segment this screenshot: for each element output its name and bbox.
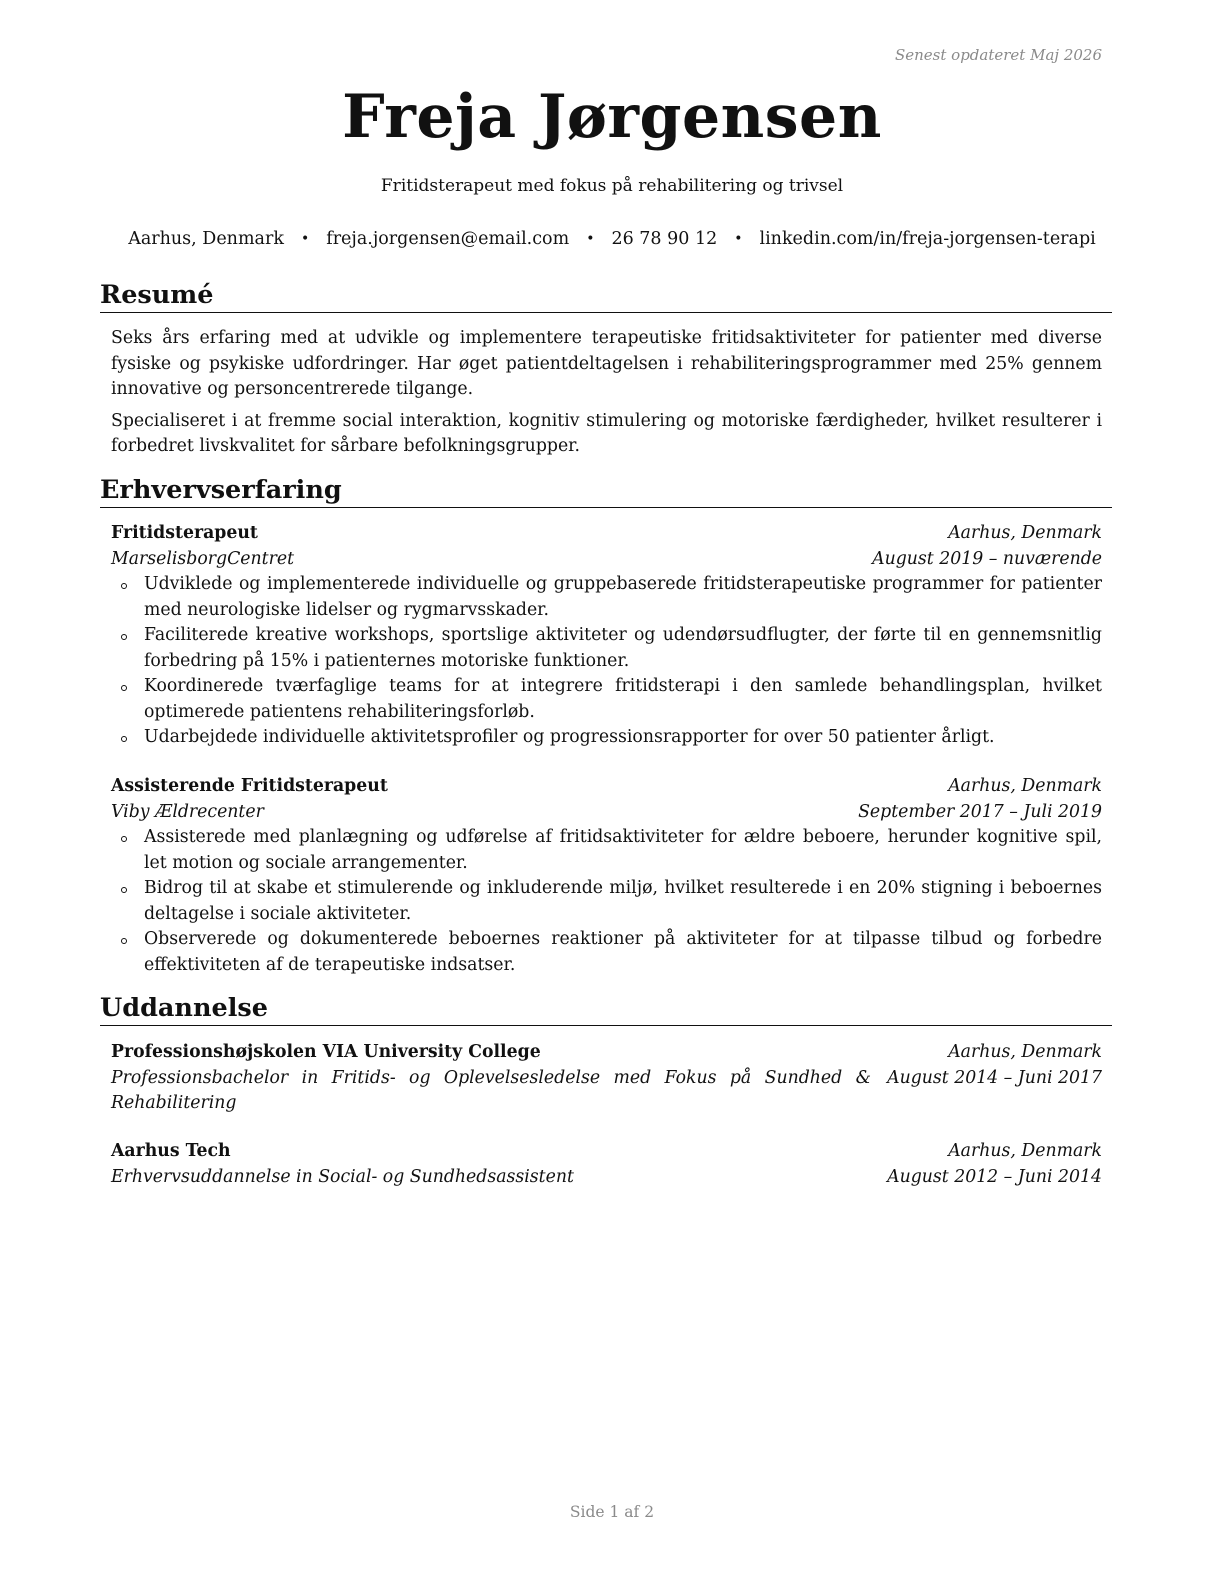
bullet-separator-icon: • (586, 231, 595, 247)
circle-bullet-icon (121, 583, 127, 589)
job-location: Aarhus, Denmark (948, 776, 1102, 796)
bullet-text: Udviklede og implementerede individuelle og gruppebaserede fritidsterapeutiske programmer for patienter med neurologiske lidelser og rygmarvsskader. (144, 574, 1102, 620)
bullet-text: Observerede og dokumenterede beboernes reaktioner på aktiviteter for at tilpasse tilbud og forbedre effektiviteten af de terapeutiske indsatser. (144, 929, 1102, 975)
bullet-text: Udarbejdede individuelle aktivitetsprofiler og progressionsrapporter for over 50 patienter årligt. (144, 727, 995, 747)
circle-bullet-icon (121, 836, 127, 842)
job-company: MarselisborgCentret (111, 548, 295, 569)
job-role: Fritidsterapeut (111, 523, 258, 543)
education-entry (111, 1139, 1102, 1190)
contact-email[interactable]: freja.jorgensen@email.com (326, 229, 570, 249)
bullet-text: Assisterede med planlægning og udførelse af fritidsaktiviteter for ældre beboere, herunder kognitive spil, let motion og sociale arrangementer. (144, 827, 1102, 873)
job-role: Assisterende Fritidsterapeut (111, 776, 388, 796)
list-item (111, 674, 1102, 725)
summary-paragraph: Seks års erfaring med at udvikle og implementere terapeutiske fritidsaktiviteter for patienter med diverse fysiske og psykiske udfordringer. Har øget patientdeltagelsen i rehabiliteringsprogrammer med 25% gennem innovative og personcentrerede tilgange. (111, 328, 1102, 399)
school-name: Aarhus Tech (111, 1141, 231, 1161)
list-item (111, 927, 1102, 978)
job-entry (111, 774, 1102, 978)
school-location: Aarhus, Denmark (948, 1141, 1102, 1161)
list-item (111, 725, 1102, 751)
job-entry (111, 521, 1102, 751)
job-dates: September 2017 – Juli 2019 (858, 801, 1102, 822)
circle-bullet-icon (121, 887, 127, 893)
list-item (111, 876, 1102, 927)
tagline: Fritidsterapeut med fokus på rehabilitering og trivsel (380, 176, 844, 196)
job-location: Aarhus, Denmark (948, 523, 1102, 543)
bullet-text: Koordinerede tværfaglige teams for at integrere fritidsterapi i den samlede behandlingsplan, hvilket optimerede patientens rehabiliteringsforløb. (144, 676, 1102, 722)
bullet-text: Bidrog til at skabe et stimulerende og inkluderende miljø, hvilket resulterede i en 20% stigning i beboernes deltagelse i sociale aktiviteter. (144, 878, 1102, 924)
contact-linkedin[interactable]: linkedin.com/in/freja-jorgensen-terapi (759, 229, 1096, 249)
circle-bullet-icon (121, 938, 127, 944)
education-entry (111, 1040, 1102, 1117)
circle-bullet-icon (121, 736, 127, 742)
candidate-name: Freja Jørgensen (342, 82, 882, 152)
last-updated: Senest opdateret Maj 2026 (894, 46, 1102, 64)
list-item (111, 623, 1102, 674)
job-bullets (111, 825, 1102, 978)
contact-line (0, 229, 1224, 249)
degree-name: Erhvervsuddannelse in Social- og Sundhedsassistent (111, 1166, 574, 1187)
job-dates: August 2019 – nuværende (872, 548, 1102, 569)
section-title-education: Uddannelse (100, 993, 1112, 1026)
circle-bullet-icon (121, 685, 127, 691)
education-dates: August 2012 – Juni 2014 (887, 1166, 1102, 1187)
list-item (111, 825, 1102, 876)
bullet-separator-icon: • (734, 231, 743, 247)
list-item (111, 572, 1102, 623)
contact-phone: 26 78 90 12 (611, 229, 718, 249)
circle-bullet-icon (121, 634, 127, 640)
job-bullets (111, 572, 1102, 751)
section-title-experience: Erhvervserfaring (100, 475, 1112, 508)
contact-location: Aarhus, Denmark (128, 229, 284, 249)
bullet-text: Faciliterede kreative workshops, sportslige aktiviteter og udendørsudflugter, der førte til en gennemsnitlig forbedring på 15% i patienternes motoriske funktioner. (144, 625, 1102, 671)
school-location: Aarhus, Denmark (948, 1042, 1102, 1062)
summary-paragraph: Specialiseret i at fremme social interaktion, kognitiv stimulering og motoriske færdigheder, hvilket resulterer i forbedret livskvalitet for sårbare befolkningsgrupper. (111, 410, 1102, 456)
summary-body (111, 326, 1102, 466)
school-name: Professionshøjskolen VIA University College (111, 1042, 541, 1062)
job-company: Viby Ældrecenter (111, 801, 264, 822)
degree-name: Professionsbachelor in Fritids- og Oplevelsesledelse med Fokus på Sundhed & Rehabilitering (111, 1067, 871, 1113)
education-dates: August 2014 – Juni 2017 (887, 1067, 1102, 1088)
section-title-summary: Resumé (100, 280, 1112, 313)
page-indicator: Side 1 af 2 (569, 1503, 655, 1521)
bullet-separator-icon: • (300, 231, 310, 247)
